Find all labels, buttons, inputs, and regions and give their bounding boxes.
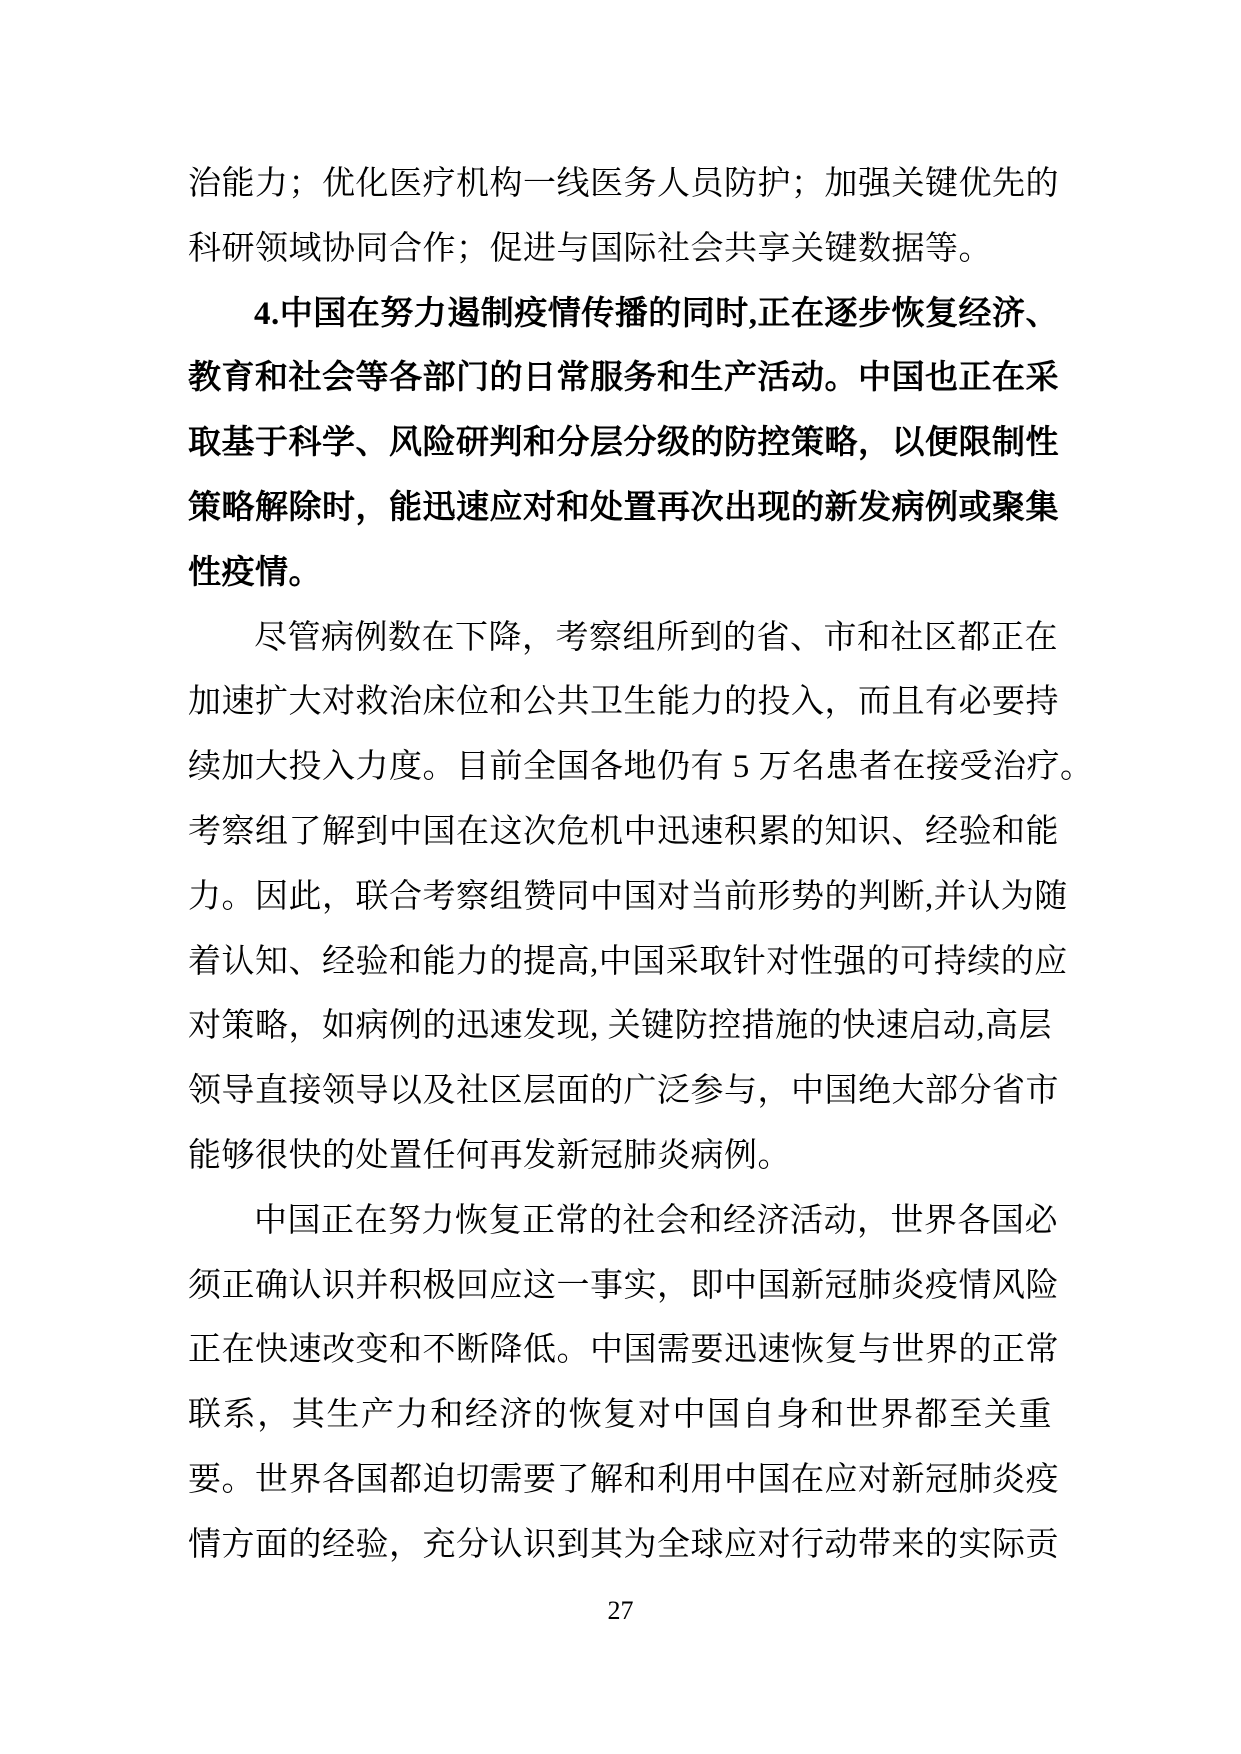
para-continuation-recommendations: [188, 152, 1059, 282]
document-body: [188, 152, 1094, 1578]
text-line: 治能力；优化医疗机构一线医务人员防护；加强关键优先的: [188, 166, 1059, 202]
text-line: 加速扩大对救治床位和公共卫生能力的投入，而且有必要持: [188, 684, 1059, 721]
text-line: 续加大投入力度。目前全国各地仍有 5 万名患者在接受治疗。: [188, 749, 1094, 786]
text-line: 4.中国在努力遏制疫情传播的同时,正在逐步恢复经济、: [254, 295, 1059, 332]
text-line: 性疫情。: [188, 554, 322, 591]
text-line: 正在快速改变和不断降低。中国需要迅速恢复与世界的正常: [188, 1332, 1059, 1369]
text-line: 尽管病例数在下降，考察组所到的省、市和社区都正在: [254, 619, 1058, 656]
para-restoring-normalcy: [188, 1189, 1059, 1578]
text-line: 要。世界各国都迫切需要了解和利用中国在应对新冠肺炎疫: [188, 1461, 1059, 1498]
page-footer: [0, 1596, 1241, 1626]
text-line: 科研领域协同合作；促进与国际社会共享关键数据等。: [188, 230, 992, 267]
text-line: 策略解除时，能迅速应对和处置再次出现的新发病例或聚集: [188, 489, 1059, 526]
text-line: 须正确认识并积极回应这一事实，即中国新冠肺炎疫情风险: [188, 1267, 1059, 1304]
page-number: 27: [607, 1596, 634, 1625]
text-line: 情方面的经验，充分认识到其为全球应对行动带来的实际贡: [188, 1526, 1059, 1563]
text-line: 领导直接领导以及社区层面的广泛参与，中国绝大部分省市: [188, 1073, 1059, 1110]
text-line: 考察组了解到中国在这次危机中迅速积累的知识、经验和能: [188, 813, 1059, 850]
text-line: 力。因此，联合考察组赞同中国对当前形势的判断,并认为随: [188, 878, 1068, 915]
para-major-finding-4: [188, 282, 1059, 606]
text-line: 着认知、经验和能力的提高,中国采取针对性强的可持续的应: [188, 943, 1068, 980]
text-line: 联系，其生产力和经济的恢复对中国自身和世界都至关重: [188, 1397, 1052, 1434]
text-line: 能够很快的处置任何再发新冠肺炎病例。: [188, 1137, 791, 1174]
text-line: 中国正在努力恢复正常的社会和经济活动，世界各国必: [254, 1202, 1058, 1239]
text-line: 取基于科学、风险研判和分层分级的防控策略，以便限制性: [188, 425, 1059, 462]
text-line: 教育和社会等各部门的日常服务和生产活动。中国也正在采: [188, 360, 1059, 397]
text-line: 对策略，如病例的迅速发现, 关键防控措施的快速启动,高层: [188, 1008, 1052, 1045]
para-case-decline-capacity: [188, 606, 1094, 1189]
